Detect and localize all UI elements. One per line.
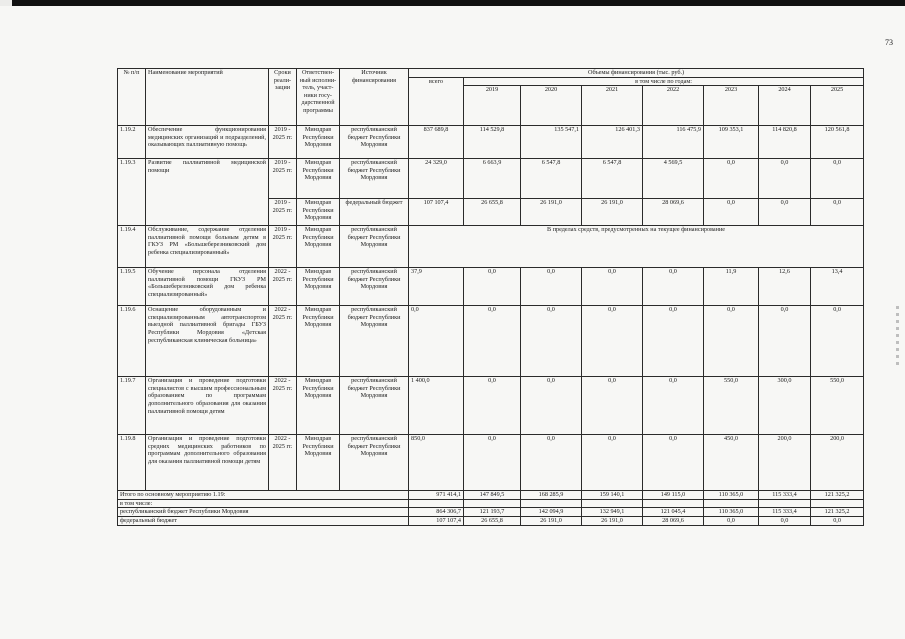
- row-year-value: 0,0: [464, 435, 521, 491]
- row-year-value: 0,0: [582, 268, 643, 306]
- totals-year-value: 115 333,4: [759, 491, 811, 500]
- row-term: 2022 - 2025 гг.: [269, 306, 297, 377]
- totals-year-value: [759, 499, 811, 508]
- row-year-value: 0,0: [464, 268, 521, 306]
- header-year: 2023: [704, 86, 759, 126]
- row-term: 2022 - 2025 гг.: [269, 435, 297, 491]
- totals-row: [118, 516, 864, 525]
- totals-year-value: 121 045,4: [643, 508, 704, 517]
- row-num: 1.19.3: [118, 159, 146, 226]
- row-year-value: 114 820,8: [759, 126, 811, 159]
- row-year-value: 26 655,8: [464, 199, 521, 226]
- totals-year-value: [811, 499, 864, 508]
- header-num: № п/п: [118, 69, 146, 126]
- row-source: республиканский бюджет Республики Мордовия: [340, 377, 409, 435]
- row-year-value: 550,0: [811, 377, 864, 435]
- row-year-value: 300,0: [759, 377, 811, 435]
- row-responsible: Минздрав Республики Мордовия: [297, 306, 340, 377]
- row-year-value: 0,0: [704, 199, 759, 226]
- row-year-value: 0,0: [759, 306, 811, 377]
- row-name: Развитие паллиативной медицинской помощи: [146, 159, 269, 226]
- header-source: Источник финансирования: [340, 69, 409, 126]
- totals-label: федеральный бюджет: [118, 516, 409, 525]
- row-year-value: 109 353,1: [704, 126, 759, 159]
- header-year: 2019: [464, 86, 521, 126]
- row-source: федеральный бюджет: [340, 199, 409, 226]
- row-year-value: 0,0: [811, 199, 864, 226]
- totals-year-value: 121 193,7: [464, 508, 521, 517]
- row-term: 2022 - 2025 гг.: [269, 268, 297, 306]
- table-row: [118, 226, 864, 268]
- row-year-value: 120 561,8: [811, 126, 864, 159]
- row-year-value: 0,0: [643, 435, 704, 491]
- row-year-value: 200,0: [811, 435, 864, 491]
- page-number: 73: [885, 38, 893, 47]
- row-num: 1.19.8: [118, 435, 146, 491]
- row-source: республиканский бюджет Республики Мордовия: [340, 435, 409, 491]
- header-year: 2020: [521, 86, 582, 126]
- row-source: республиканский бюджет Республики Мордовия: [340, 159, 409, 199]
- row-name: Обучение персонала отделения паллиативной помощи ГКУЗ РМ «Большеберезниковский дом ребенка специализированный»: [146, 268, 269, 306]
- row-num: 1.19.5: [118, 268, 146, 306]
- row-year-value: 0,0: [582, 435, 643, 491]
- row-source: республиканский бюджет Республики Мордовия: [340, 126, 409, 159]
- row-year-value: 0,0: [643, 268, 704, 306]
- row-year-value: 4 569,5: [643, 159, 704, 199]
- row-year-value: 0,0: [521, 435, 582, 491]
- row-num: 1.19.7: [118, 377, 146, 435]
- header-responsible: Ответствен-ный исполни-тель, участ-ники госу-дарственной программы: [297, 69, 340, 126]
- row-year-value: 11,9: [704, 268, 759, 306]
- row-year-value: 6 663,9: [464, 159, 521, 199]
- totals-year-value: [464, 499, 521, 508]
- totals-year-value: [521, 499, 582, 508]
- row-year-value: 114 529,8: [464, 126, 521, 159]
- totals-row: [118, 508, 864, 517]
- row-source: республиканский бюджет Республики Мордовия: [340, 306, 409, 377]
- row-responsible: Минздрав Республики Мордовия: [297, 377, 340, 435]
- row-responsible: Минздрав Республики Мордовия: [297, 199, 340, 226]
- row-num: 1.19.2: [118, 126, 146, 159]
- totals-year-value: 110 365,0: [704, 508, 759, 517]
- table-row: [118, 159, 864, 199]
- totals-year-value: 0,0: [811, 516, 864, 525]
- totals-year-value: 168 285,9: [521, 491, 582, 500]
- row-source: республиканский бюджет Республики Мордовия: [340, 268, 409, 306]
- row-source: республиканский бюджет Республики Мордовия: [340, 226, 409, 268]
- totals-label: Итого по основному мероприятию 1.19:: [118, 491, 409, 500]
- table-row: [118, 306, 864, 377]
- header-year: 2022: [643, 86, 704, 126]
- row-year-value: 0,0: [582, 306, 643, 377]
- header-by-year: в том числе по годам:: [464, 77, 864, 86]
- totals-year-value: 121 325,2: [811, 491, 864, 500]
- row-year-value: 0,0: [759, 159, 811, 199]
- row-year-value: 13,4: [811, 268, 864, 306]
- table-row: [118, 435, 864, 491]
- row-year-value: 0,0: [704, 159, 759, 199]
- row-year-value: 0,0: [521, 268, 582, 306]
- totals-year-value: 0,0: [704, 516, 759, 525]
- financing-table: [117, 68, 864, 526]
- row-total: 0,0: [409, 306, 464, 377]
- totals-label: республиканский бюджет Республики Мордовия: [118, 508, 409, 517]
- table-row: [118, 377, 864, 435]
- row-name: Обслуживание, содержание отделения паллиативной помощи больным детям в ГКУЗ РМ «Большеберезниковский дом ребенка специализированный»: [146, 226, 269, 268]
- row-total: 107 107,4: [409, 199, 464, 226]
- row-year-value: 126 401,3: [582, 126, 643, 159]
- header-name: Наименование мероприятий: [146, 69, 269, 126]
- totals-total: 107 107,4: [409, 516, 464, 525]
- header-term: Сроки реали-зации: [269, 69, 297, 126]
- row-total: 837 689,8: [409, 126, 464, 159]
- row-year-value: 0,0: [464, 306, 521, 377]
- row-total: 37,9: [409, 268, 464, 306]
- row-term: 2019 - 2025 гг.: [269, 226, 297, 268]
- row-year-value: 6 547,8: [582, 159, 643, 199]
- totals-year-value: [704, 499, 759, 508]
- row-term: 2019 - 2025 гг.: [269, 199, 297, 226]
- totals-year-value: [643, 499, 704, 508]
- document-page: [0, 6, 905, 639]
- row-year-value: 0,0: [704, 306, 759, 377]
- row-term: 2022 - 2025 гг.: [269, 377, 297, 435]
- totals-year-value: 26 191,0: [521, 516, 582, 525]
- header-year: 2024: [759, 86, 811, 126]
- totals-year-value: 132 949,1: [582, 508, 643, 517]
- totals-year-value: 110 365,0: [704, 491, 759, 500]
- row-year-value: 550,0: [704, 377, 759, 435]
- row-year-value: 135 547,1: [521, 126, 582, 159]
- row-year-value: 0,0: [811, 159, 864, 199]
- header-total: всего: [409, 77, 464, 126]
- row-year-value: 0,0: [521, 377, 582, 435]
- totals-year-value: 121 325,2: [811, 508, 864, 517]
- totals-year-value: 115 333,4: [759, 508, 811, 517]
- row-responsible: Минздрав Республики Мордовия: [297, 435, 340, 491]
- totals-label: в том числе:: [118, 499, 409, 508]
- row-year-value: 0,0: [464, 377, 521, 435]
- row-year-value: 200,0: [759, 435, 811, 491]
- scan-artifact: [896, 306, 899, 366]
- row-name: Организация и проведение подготовки средних медицинских работников по программам дополнительного образования для оказания паллиативной помощи детям: [146, 435, 269, 491]
- row-year-value: 0,0: [582, 377, 643, 435]
- table-row: [118, 268, 864, 306]
- row-year-value: 6 547,8: [521, 159, 582, 199]
- header-year: 2021: [582, 86, 643, 126]
- row-year-value: 0,0: [811, 306, 864, 377]
- totals-year-value: 26 655,8: [464, 516, 521, 525]
- row-total: 24 329,0: [409, 159, 464, 199]
- totals-total: 971 414,1: [409, 491, 464, 500]
- row-responsible: Минздрав Республики Мордовия: [297, 159, 340, 199]
- row-year-value: 28 069,6: [643, 199, 704, 226]
- row-name: Обеспечение функционирования медицинских организаций и подразделений, оказывающих паллиативную помощь: [146, 126, 269, 159]
- row-term: 2019 - 2025 гг.: [269, 126, 297, 159]
- totals-total: 864 306,7: [409, 508, 464, 517]
- totals-year-value: 26 191,0: [582, 516, 643, 525]
- row-num: 1.19.6: [118, 306, 146, 377]
- totals-year-value: 0,0: [759, 516, 811, 525]
- row-name: Оснащение оборудованным и специализированным автотранспортом выездной паллиативной бригады ГБУЗ Республики Мордовия «Детская республиканская клиническая больница»: [146, 306, 269, 377]
- totals-total: [409, 499, 464, 508]
- totals-year-value: 159 140,1: [582, 491, 643, 500]
- row-year-value: 116 475,9: [643, 126, 704, 159]
- row-year-value: 450,0: [704, 435, 759, 491]
- row-year-value: 0,0: [521, 306, 582, 377]
- table-row: [118, 126, 864, 159]
- totals-year-value: 28 069,6: [643, 516, 704, 525]
- header-volume: Объемы финансирования (тыс. руб.): [409, 69, 864, 78]
- row-merged-note: В пределах средств, предусмотренных на текущее финансирование: [409, 226, 864, 268]
- header-row-1: [118, 69, 864, 78]
- row-term: 2019 - 2025 гг.: [269, 159, 297, 199]
- row-responsible: Минздрав Республики Мордовия: [297, 226, 340, 268]
- row-year-value: 0,0: [643, 306, 704, 377]
- totals-row: [118, 491, 864, 500]
- totals-year-value: 142 094,9: [521, 508, 582, 517]
- row-responsible: Минздрав Республики Мордовия: [297, 126, 340, 159]
- row-year-value: 0,0: [759, 199, 811, 226]
- row-total: 850,0: [409, 435, 464, 491]
- row-responsible: Минздрав Республики Мордовия: [297, 268, 340, 306]
- totals-year-value: [582, 499, 643, 508]
- totals-year-value: 149 115,0: [643, 491, 704, 500]
- header-year: 2025: [811, 86, 864, 126]
- row-num: 1.19.4: [118, 226, 146, 268]
- row-year-value: 0,0: [643, 377, 704, 435]
- row-year-value: 26 191,0: [521, 199, 582, 226]
- totals-row: [118, 499, 864, 508]
- row-year-value: 12,6: [759, 268, 811, 306]
- row-name: Организация и проведение подготовки специалистов с высшим профессиональным образованием по программам дополнительного образования для оказания паллиативной помощи детям: [146, 377, 269, 435]
- totals-year-value: 147 849,5: [464, 491, 521, 500]
- row-year-value: 26 191,0: [582, 199, 643, 226]
- row-total: 1 400,0: [409, 377, 464, 435]
